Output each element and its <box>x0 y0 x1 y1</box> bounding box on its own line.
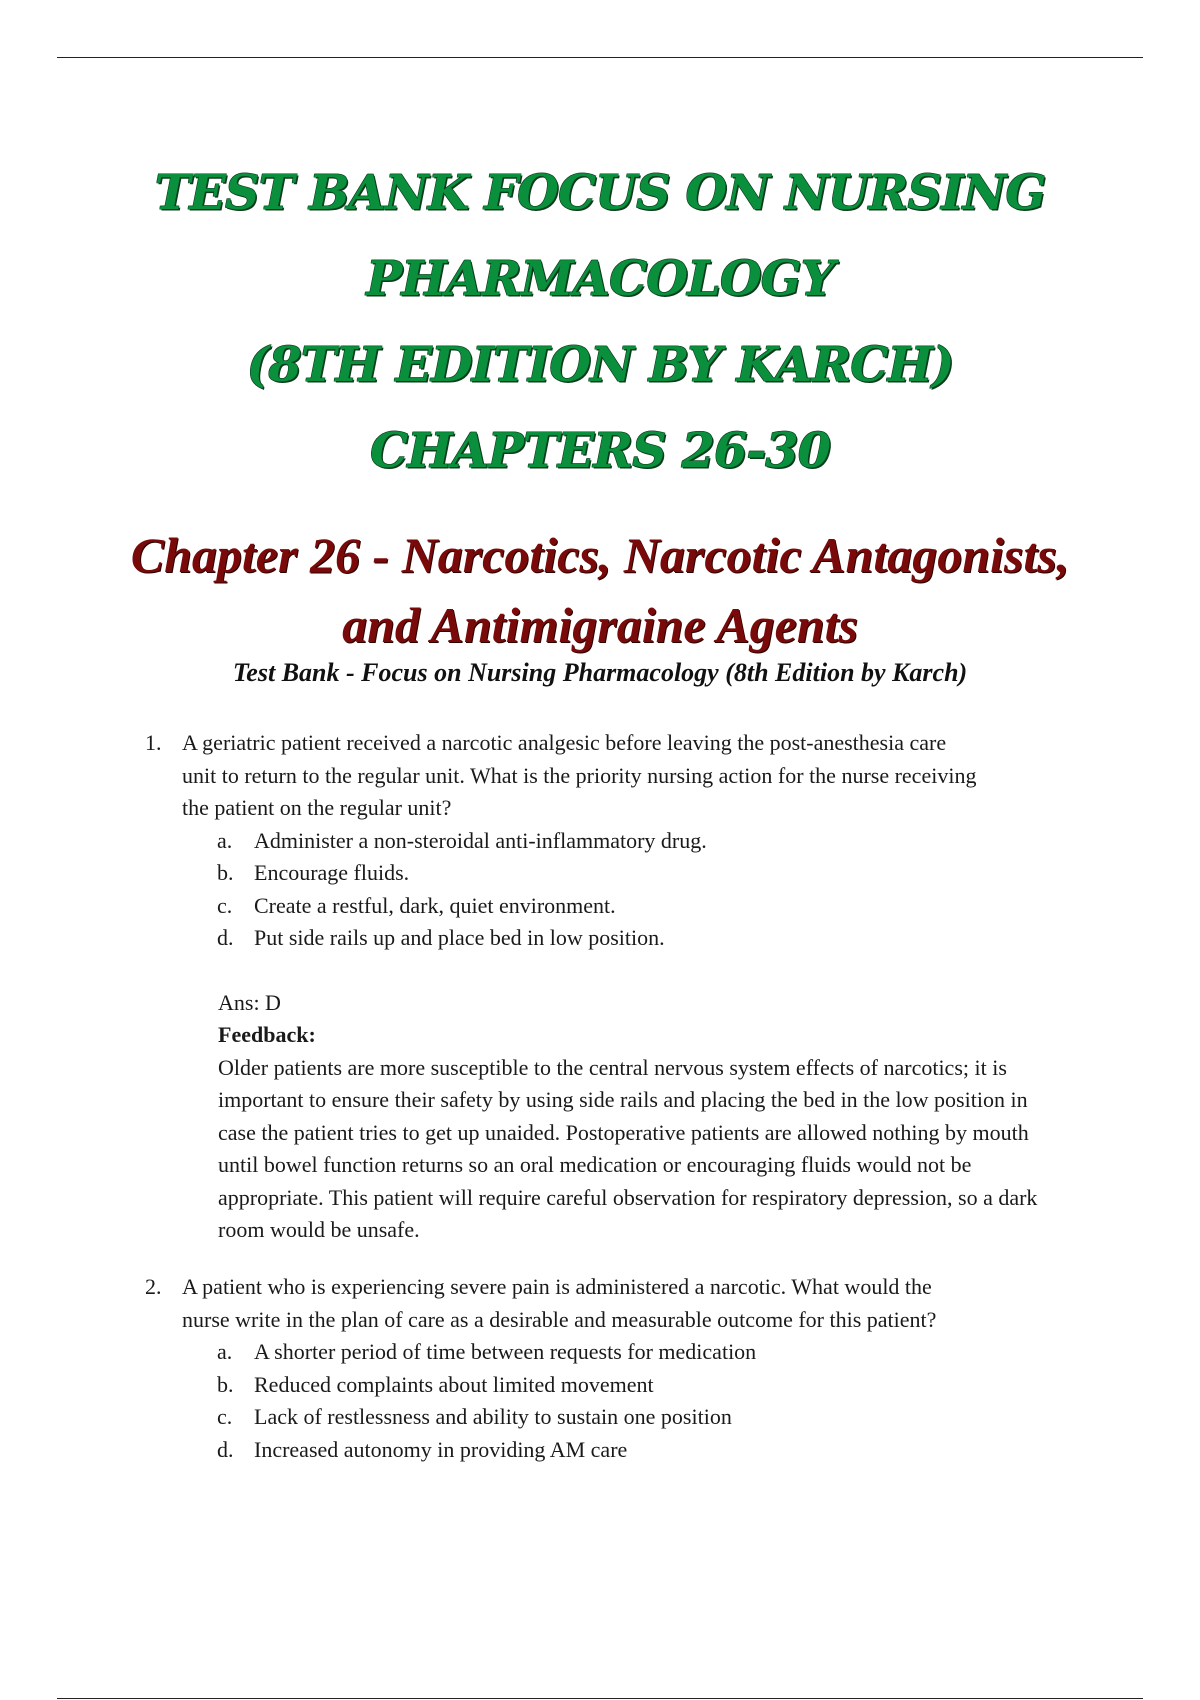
question-stem: A geriatric patient received a narcotic analgesic before leaving the post-anesthesia care unit to return to the regular unit. What is the priority nursing action for the nurse receiving the patient on the regular unit? <box>182 730 977 820</box>
option-item <box>217 1401 1065 1434</box>
question-item <box>145 1271 1065 1466</box>
banner-line: (8TH EDITION BY KARCH) <box>246 337 954 393</box>
answer-key: Ans: D <box>218 989 281 1015</box>
answer-options <box>217 1336 1065 1466</box>
option-text: Encourage fluids. <box>254 860 410 885</box>
question-stem: A patient who is experiencing severe pain is administered a narcotic. What would the nurse write in the plan of care as a desirable and measurable outcome for this patient? <box>182 1274 937 1332</box>
chapter-title: Chapter 26 - Narcotics, Narcotic Antagonists, and Antimigraine Agents <box>130 527 1070 653</box>
banner-line: CHAPTERS 26-30 <box>370 423 830 479</box>
option-text: Lack of restlessness and ability to sustain one position <box>254 1404 732 1429</box>
option-item <box>217 1336 1065 1369</box>
option-item <box>217 1369 1065 1402</box>
option-letter: a. <box>217 827 233 853</box>
option-letter: d. <box>217 1436 234 1462</box>
option-item <box>217 922 1065 955</box>
option-text: Administer a non-steroidal anti-inflammatory drug. <box>254 827 707 853</box>
option-item <box>217 1434 1065 1467</box>
feedback-text: Older patients are more susceptible to the central nervous system effects of narcotics; it is important to ensure their safety by using side rails and placing the bed in the low position in case the patient tries to get up unaided. Postoperative patients are allowed nothing by mouth until bowel function returns so an oral medication or encouraging fluids would not be appropriate. This patient will require careful observation for respiratory depression, so a dark room would be unsafe. <box>218 1054 1038 1242</box>
question-number: 2. <box>145 1274 162 1299</box>
banner-line: TEST BANK FOCUS ON NURSING <box>154 165 1046 221</box>
option-text: Create a restful, dark, quiet environment. <box>254 892 616 918</box>
feedback-label: Feedback: <box>218 1022 316 1047</box>
question-item <box>145 727 1065 1247</box>
option-item <box>217 890 1065 923</box>
banner-line: PHARMACOLOGY <box>366 251 834 307</box>
chapter-subtitle: Test Bank - Focus on Nursing Pharmacology (8th Edition by Karch) <box>232 658 968 687</box>
option-item <box>217 857 1065 890</box>
option-letter: a. <box>217 1339 233 1364</box>
option-letter: d. <box>217 925 234 950</box>
header-rule <box>57 57 1143 58</box>
answer-block <box>218 987 1065 1247</box>
footer-rule <box>57 1698 1143 1699</box>
option-letter: b. <box>217 860 234 885</box>
question-number: 1. <box>145 730 162 755</box>
option-letter: c. <box>217 1404 233 1429</box>
option-item <box>217 825 1065 858</box>
document-banner-title <box>0 150 1200 494</box>
option-text: A shorter period of time between requests for medication <box>254 1339 757 1364</box>
answer-options <box>217 825 1065 955</box>
option-text: Put side rails up and place bed in low position. <box>254 925 665 950</box>
option-letter: c. <box>217 892 233 918</box>
option-text: Reduced complaints about limited movement <box>254 1371 654 1397</box>
option-letter: b. <box>217 1371 234 1397</box>
option-text: Increased autonomy in providing AM care <box>254 1436 628 1462</box>
